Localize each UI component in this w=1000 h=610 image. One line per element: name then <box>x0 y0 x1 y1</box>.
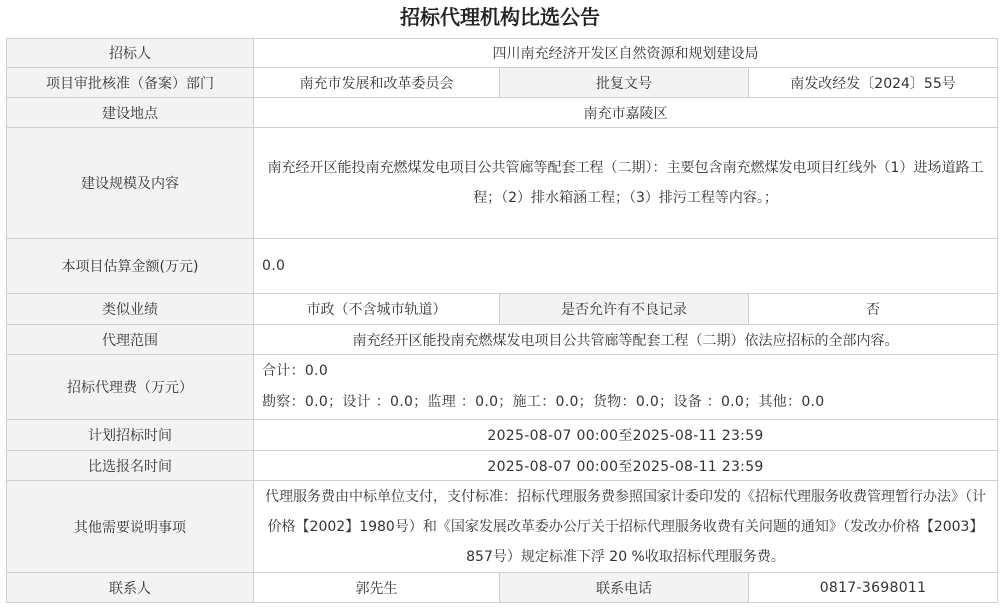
approval-doc-label: 批复文号 <box>500 68 749 98</box>
tenderer-label: 招标人 <box>7 39 254 68</box>
location-value: 南充市嘉陵区 <box>254 98 998 128</box>
row-fee <box>7 355 998 420</box>
approval-dept-label: 项目审批核准（备案）部门 <box>7 68 254 98</box>
tenderer-value: 四川南充经济开发区自然资源和规划建设局 <box>254 39 998 68</box>
scale-value: 南充经开区能投南充燃煤发电项目公共管廊等配套工程（二期）：主要包含南充燃煤发电项目红线外（1）进场道路工程；（2）排水箱涵工程；（3）排污工程等内容。； <box>254 128 998 239</box>
fee-label: 招标代理费（万元） <box>7 355 254 420</box>
row-location <box>7 98 998 128</box>
fee-breakdown: 勘察：0.0；设计 ：0.0；监理 ：0.0；施工：0.0；货物：0.0；设备 ：0.0；其他：0.0 <box>262 394 825 410</box>
row-scope <box>7 325 998 355</box>
row-scale <box>7 128 998 239</box>
contact-label: 联系人 <box>7 573 254 603</box>
contact-value: 郭先生 <box>254 573 500 603</box>
bad-record-value: 否 <box>749 294 998 325</box>
plan-time-value: 2025-08-07 00:00至2025-08-11 23:59 <box>254 420 998 451</box>
row-notes <box>7 481 998 573</box>
estimate-value: 0.0 <box>254 239 998 294</box>
phone-value: 0817-3698011 <box>749 573 998 603</box>
fee-total: 合计：0.0 <box>262 363 329 379</box>
scope-label: 代理范围 <box>7 325 254 355</box>
location-label: 建设地点 <box>7 98 254 128</box>
performance-label: 类似业绩 <box>7 294 254 325</box>
fee-value <box>254 355 998 420</box>
announcement-table <box>6 38 998 603</box>
row-plan-time <box>7 420 998 451</box>
plan-time-label: 计划招标时间 <box>7 420 254 451</box>
performance-value: 市政（不含城市轨道） <box>254 294 500 325</box>
notes-value: 代理服务费由中标单位支付，支付标准：招标代理服务费参照国家计委印发的《招标代理服务收费管理暂行办法》（计价格【2002】1980号）和《国家发展改革委办公厅关于招标代理服务收费有关问题的通知》（发改办价格【2003】857号）规定标准下浮 20 %收取招标代理服务费。 <box>254 481 998 573</box>
scope-value: 南充经开区能投南充燃煤发电项目公共管廊等配套工程（二期）依法应招标的全部内容。 <box>254 325 998 355</box>
row-signup-time <box>7 451 998 481</box>
notes-label: 其他需要说明事项 <box>7 481 254 573</box>
signup-time-label: 比选报名时间 <box>7 451 254 481</box>
row-estimate <box>7 239 998 294</box>
row-approval <box>7 68 998 98</box>
approval-dept-value: 南充市发展和改革委员会 <box>254 68 500 98</box>
bad-record-label: 是否允许有不良记录 <box>500 294 749 325</box>
row-performance <box>7 294 998 325</box>
row-contact <box>7 573 998 603</box>
phone-label: 联系电话 <box>500 573 749 603</box>
signup-time-value: 2025-08-07 00:00至2025-08-11 23:59 <box>254 451 998 481</box>
scale-label: 建设规模及内容 <box>7 128 254 239</box>
row-tenderer <box>7 39 998 68</box>
estimate-label: 本项目估算金额(万元) <box>7 239 254 294</box>
page-title: 招标代理机构比选公告 <box>400 5 600 29</box>
approval-doc-value: 南发改经发〔2024〕55号 <box>749 68 998 98</box>
